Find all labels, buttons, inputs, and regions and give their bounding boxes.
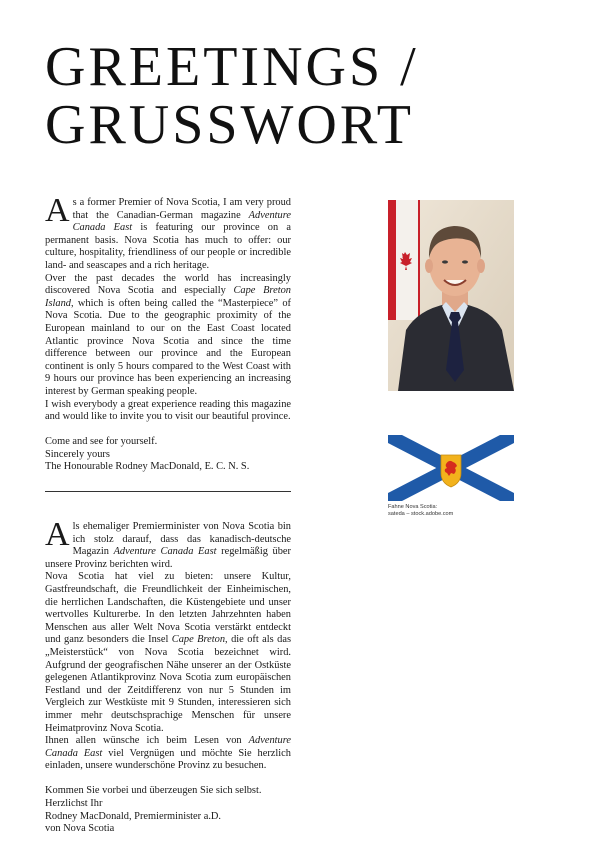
- english-paragraph-3: I wish everybody a great experience reading this magazine and would like to invite you to visit our beautiful province.: [45, 398, 291, 423]
- portrait-photo: [388, 200, 514, 391]
- english-paragraph-2: Over the past decades the world has increasingly discovered Nova Scotia and especially Cape Breton Island, which is often being called the “Masterpiece” of Nova Scotia. Due to the geographic proximity of the European mainland to our on the East Coast located Atlantic province Nova Scotia and since the time difference between our province and the European continent is only 5 hours compared to the West Coast with 9 hours our province has been experiencing an increasing interest by German speaking people.: [45, 272, 291, 397]
- german-dropcap: A: [45, 516, 70, 553]
- english-signature: Come and see for yourself. Sincerely yours The Honourable Rodney MacDonald, E. C. N. S.: [45, 436, 250, 473]
- german-paragraph-3: Ihnen allen wünsche ich beim Lesen von Adventure Canada East viel Vergnügen und möchte Sie herzlich einladen, unsere wunderschöne Provinz zu besuchen.: [45, 735, 291, 772]
- english-paragraph-1: As a former Premier of Nova Scotia, I am very proud that the Canadian-German magazine Adventure Canada East is featuring our province on a permanent basis. Nova Scotia has much to offer: our culture, hospitality, friendliness of our people or incredible land- and seascapes and a rich heritage.: [45, 192, 291, 271]
- german-paragraph-1: Als ehemaliger Premierminister von Nova Scotia bin ich stolz darauf, dass das kanadisch-deutsche Magazin Adventure Canada East regelmäßig über unsere Provinz berichten wird.: [45, 516, 292, 570]
- flag-caption: Fahne Nova Scotia: sateda – stock.adobe.com: [388, 504, 454, 517]
- title-line-2: GRUSSWORT: [45, 94, 415, 156]
- english-greeting: [45, 192, 291, 474]
- title-line-1: GREETINGS /: [45, 36, 419, 98]
- nova-scotia-flag: [388, 435, 514, 501]
- portrait-illustration: [388, 200, 514, 391]
- german-paragraph-2: Nova Scotia hat viel zu bieten: unsere Kultur, Gastfreundschaft, die Freundlichkeit der Einheimischen, die herrlichen Landschaften, die Küstengebiete und unser wertvolles Kulturerbe. In den letzten Jahrzehnten haben Menschen aus aller Welt Nova Scotia verstärkt entdeckt und ganz besonders die Insel Cape Breton, die oft als das „Meisterstück“ von Nova Scotia bezeichnet wird. Aufgrund der geografischen Nähe unserer an der Ostküste gelegenen Atlantikprovinz Nova Scotia zum europäischen Festland und der Zeitdifferenz von nur 5 Stunden im Vergleich zur Westküste mit 9 Stunden, interessieren sich immer mehr deutschsprachige Menschen für unsere Heimatprovinz Nova Scotia.: [45, 571, 291, 734]
- coat-of-arms-icon: [441, 455, 461, 487]
- english-dropcap: A: [45, 192, 70, 229]
- german-signature: Kommen Sie vorbei und überzeugen Sie sich selbst. Herzlichst Ihr Rodney MacDonald, Premierminister a.D. von Nova Scotia: [45, 785, 262, 835]
- section-divider: [45, 491, 291, 492]
- page-title: [45, 38, 585, 154]
- german-greeting: [45, 516, 292, 836]
- nova-scotia-flag-image: [388, 435, 514, 501]
